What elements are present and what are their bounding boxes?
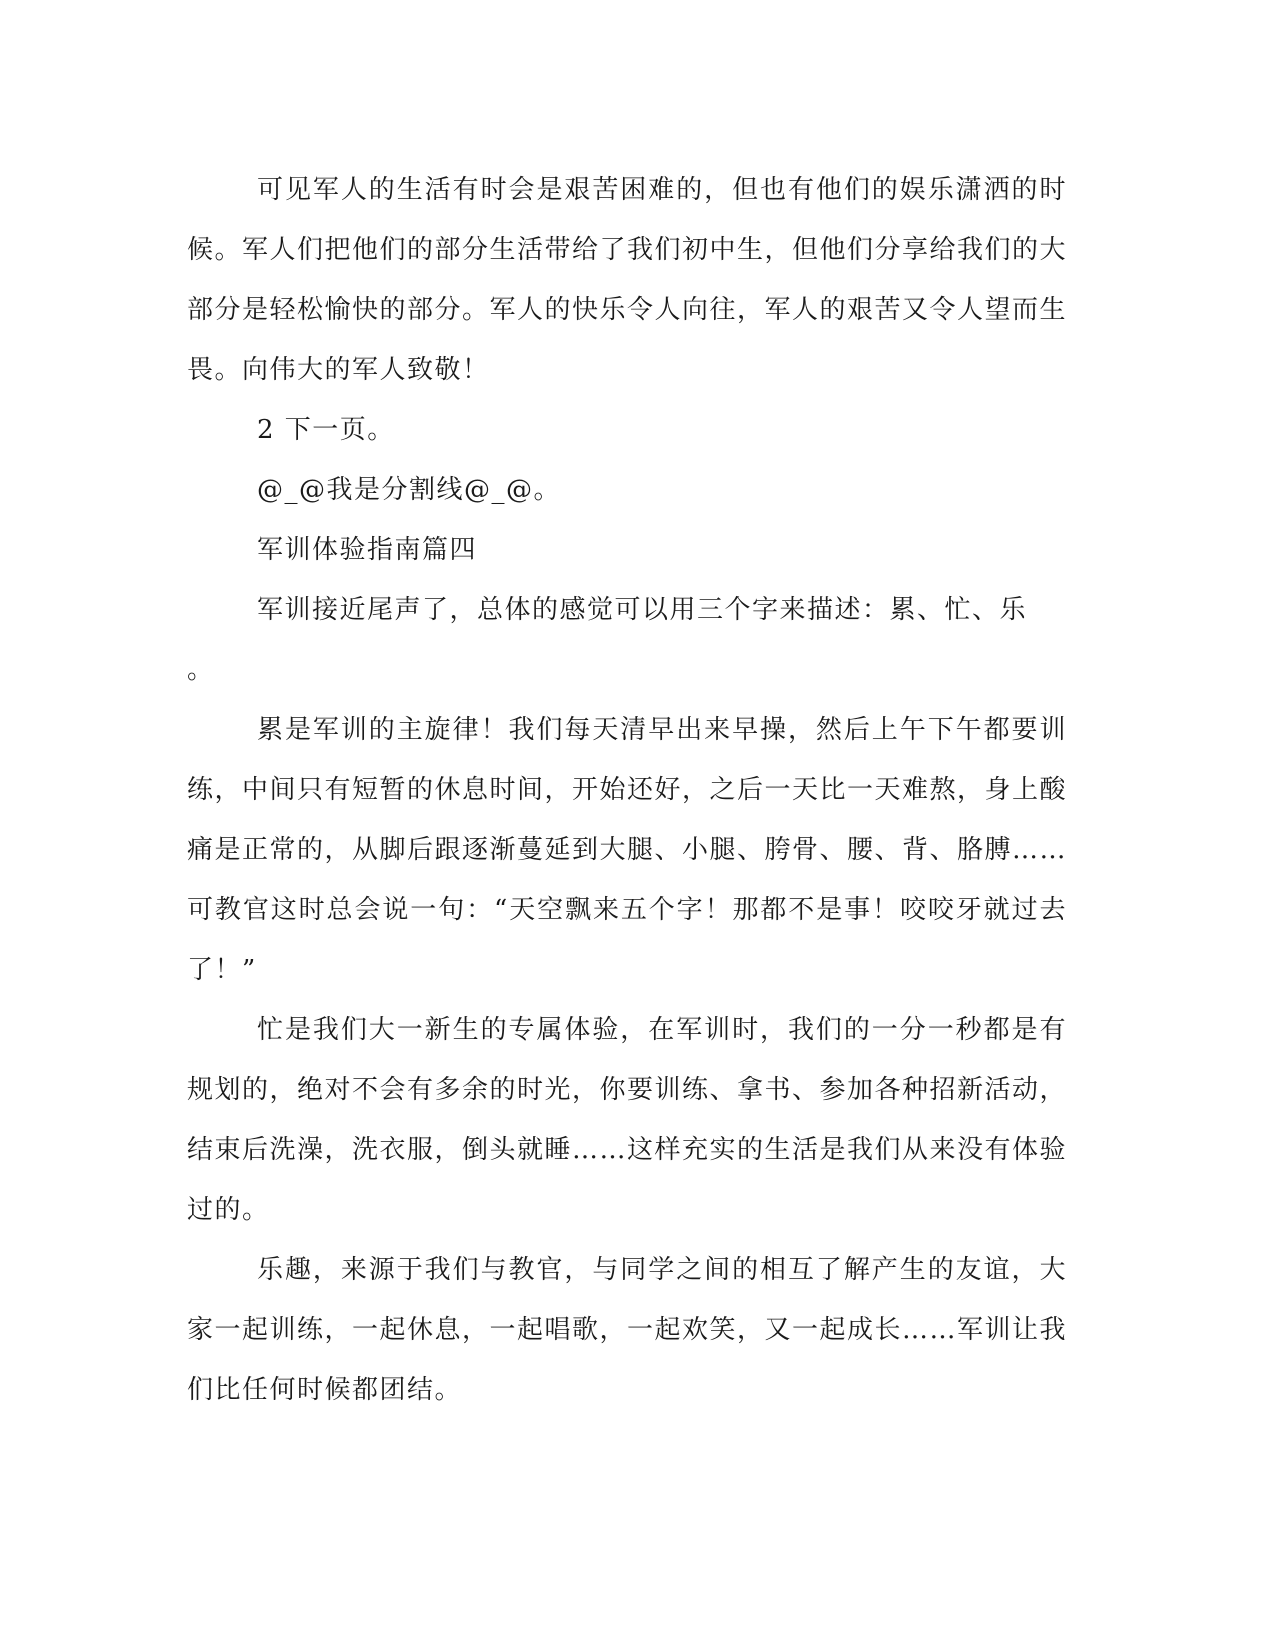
section-heading: 军训体验指南篇四 bbox=[257, 535, 478, 565]
document-body bbox=[187, 160, 1067, 1420]
divider-line: @_@我是分割线@_@。 bbox=[257, 475, 562, 505]
paragraph-soldier-life: 可见军人的生活有时会是艰苦困难的，但也有他们的娱乐潇洒的时候。军人们把他们的部分生活带给了我们初中生，但他们分享给我们的大部分是轻松愉快的部分。军人的快乐令人向往，军人的艰苦又令人望而生畏。向伟大的军人致敬！ bbox=[187, 175, 1068, 385]
paragraph-summary: 军训接近尾声了，总体的感觉可以用三个字来描述：累、忙、乐 bbox=[257, 595, 1028, 625]
paragraph-tired: 累是军训的主旋律！我们每天清早出来早操，然后上午下午都要训练，中间只有短暂的休息时间，开始还好，之后一天比一天难熬，身上酸痛是正常的，从脚后跟逐渐蔓延到大腿、小腿、胯骨、腰、背、胳膊……可教官这时总会说一句：“天空飘来五个字！那都不是事！咬咬牙就过去了！” bbox=[187, 715, 1068, 985]
next-page-link: 2 下一页。 bbox=[257, 415, 395, 445]
paragraph-joy: 乐趣，来源于我们与教官，与同学之间的相互了解产生的友谊，大家一起训练，一起休息，一起唱歌，一起欢笑，又一起成长……军训让我们比任何时候都团结。 bbox=[187, 1255, 1068, 1405]
paragraph-orphan-period: 。 bbox=[187, 655, 215, 685]
paragraph-busy: 忙是我们大一新生的专属体验，在军训时，我们的一分一秒都是有规划的，绝对不会有多余的时光，你要训练、拿书、参加各种招新活动，结束后洗澡，洗衣服，倒头就睡……这样充实的生活是我们从来没有体验过的。 bbox=[187, 1015, 1068, 1225]
